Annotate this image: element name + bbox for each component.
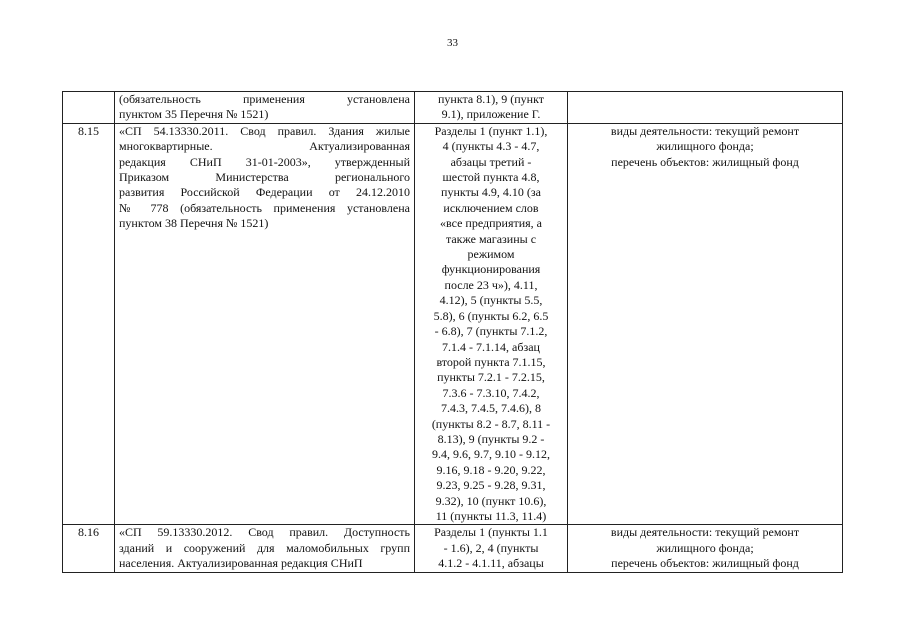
- activity-cell: [568, 123, 843, 525]
- sections-line: 4.1.2 - 4.1.11, абзацы: [438, 556, 544, 571]
- sections-line: Разделы 1 (пункты 1.1: [434, 525, 548, 540]
- document-line: пунктом 35 Перечня № 1521): [119, 107, 269, 122]
- document-line: редакция СНиП 31-01-2003», утвержденный: [119, 154, 410, 169]
- row-number-cell: 8.15: [63, 123, 115, 525]
- sections-line: 4.12), 5 (пункты 5.5,: [439, 293, 543, 308]
- sections-line: 8.13), 9 (пункты 9.2 -: [437, 431, 545, 446]
- sections-line: пункты 7.2.1 - 7.2.15,: [437, 370, 545, 385]
- activity-line: перечень объектов: жилищный фонд: [611, 556, 799, 571]
- document-line: населения. Актуализированная редакция СНиП: [119, 556, 363, 571]
- table-row: [63, 123, 843, 525]
- document-line: развития Российской Федерации от 24.12.2010: [119, 185, 410, 200]
- sections-line: - 6.8), 7 (пункты 7.1.2,: [434, 324, 548, 339]
- sections-line: (пункты 8.2 - 8.7, 8.11 -: [431, 416, 551, 431]
- document-line: зданий и сооружений для маломобильных групп: [119, 540, 410, 555]
- sections-line: режимом: [467, 247, 515, 262]
- document-line: № 778 (обязательность применения установлена: [119, 200, 410, 215]
- document-line: многоквартирные. Актуализированная: [119, 139, 410, 154]
- table-row: [63, 92, 843, 124]
- sections-line: 7.4.3, 7.4.5, 7.4.6), 8: [441, 401, 541, 416]
- sections-line: Разделы 1 (пункт 1.1),: [434, 123, 548, 138]
- sections-cell: [415, 92, 568, 124]
- activity-line: жилищного фонда;: [656, 139, 754, 154]
- document-line: Приказом Министерства регионального: [119, 170, 410, 185]
- sections-cell: [415, 525, 568, 572]
- table-row: [63, 525, 843, 572]
- sections-line: пункта 8.1), 9 (пункт: [438, 92, 544, 106]
- sections-line: 9.4, 9.6, 9.7, 9.10 - 9.12,: [432, 447, 550, 462]
- document-line: «СП 59.13330.2012. Свод правил. Доступность: [119, 525, 410, 540]
- sections-cell: [415, 123, 568, 525]
- document-cell: [115, 525, 415, 572]
- sections-line: исключением слов: [443, 200, 539, 215]
- sections-line: 5.8), 6 (пункты 6.2, 6.5: [433, 308, 549, 323]
- sections-line: 7.1.4 - 7.1.14, абзац: [442, 339, 540, 354]
- activity-line: перечень объектов: жилищный фонд: [611, 154, 799, 169]
- sections-line: 7.3.6 - 7.3.10, 7.4.2,: [442, 385, 540, 400]
- sections-line: 11 (пункты 11.3, 11.4): [435, 508, 547, 523]
- sections-line: 9.23, 9.25 - 9.28, 9.31,: [436, 478, 546, 493]
- sections-line: 4 (пункты 4.3 - 4.7,: [442, 139, 540, 154]
- document-cell: [115, 123, 415, 525]
- sections-line: шестой пункта 4.8,: [442, 170, 540, 185]
- sections-line: после 23 ч»), 4.11,: [444, 277, 538, 292]
- sections-line: 9.1), приложение Г.: [441, 107, 541, 122]
- row-number-cell: [63, 92, 115, 124]
- sections-line: функционирования: [441, 262, 541, 277]
- sections-line: 9.16, 9.18 - 9.20, 9.22,: [436, 462, 546, 477]
- activity-line: виды деятельности: текущий ремонт: [610, 123, 800, 138]
- sections-line: 9.32), 10 (пункт 10.6),: [435, 493, 547, 508]
- sections-line: - 1.6), 2, 4 (пункты: [443, 540, 539, 555]
- activity-cell: [568, 525, 843, 572]
- document-line: пунктом 38 Перечня № 1521): [119, 216, 269, 231]
- sections-line: абзацы третий -: [450, 154, 532, 169]
- activity-line: виды деятельности: текущий ремонт: [610, 525, 800, 540]
- regulations-table: [62, 91, 843, 573]
- sections-line: пункты 4.9, 4.10 (за: [441, 185, 541, 200]
- activity-line: жилищного фонда;: [656, 540, 754, 555]
- sections-line: также магазины с: [445, 231, 537, 246]
- regulations-table-body: [63, 92, 843, 573]
- sections-line: «все предприятия, а: [440, 216, 542, 231]
- document-line: (обязательность применения установлена: [119, 92, 410, 106]
- document-line: «СП 54.13330.2011. Свод правил. Здания жилые: [119, 123, 410, 138]
- row-number-cell: 8.16: [63, 525, 115, 572]
- sections-line: второй пункта 7.1.15,: [436, 354, 546, 369]
- activity-cell: [568, 92, 843, 124]
- document-cell: [115, 92, 415, 124]
- page-number: 33: [447, 37, 458, 49]
